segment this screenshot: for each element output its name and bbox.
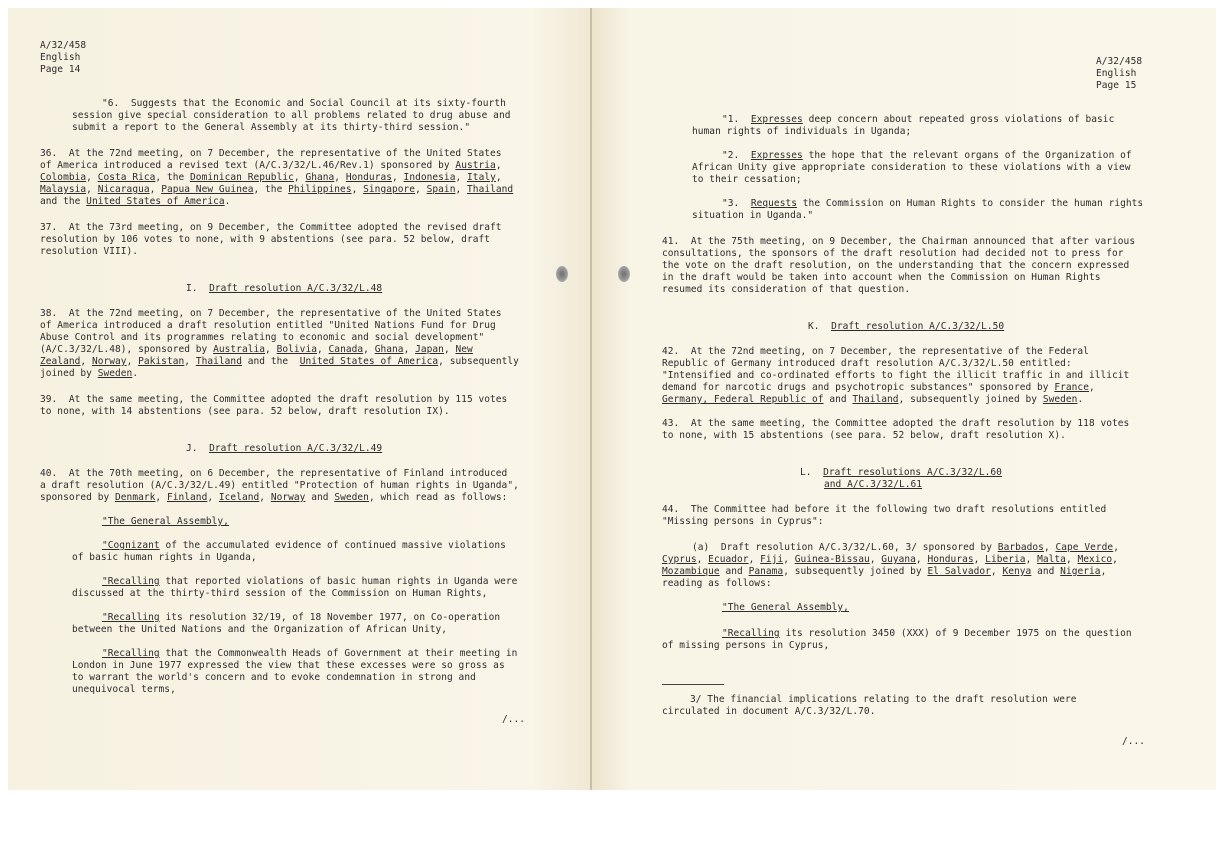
para-44-line: 44. The Committee had before it the following two draft resolutions entitled [662, 504, 1107, 515]
para-42-line: Germany, Federal Republic of and Thailand, subsequently joined by Sweden. [662, 394, 1084, 405]
para-42-line: 42. At the 72nd meeting, on 7 December, the representative of the Federal [662, 346, 1089, 357]
quote-general-assembly: "The General Assembly, [722, 602, 849, 613]
para-42-line: demand for narcotic drugs and psychotropic substances" sponsored by France, [662, 382, 1095, 393]
item1-line: human rights of individuals in Uganda; [692, 126, 912, 137]
punch-hole [556, 266, 568, 282]
quote-recalling-line: of missing persons in Cyprus, [662, 640, 830, 651]
para-44a-line: reading as follows: [662, 578, 772, 589]
doc-symbol: A/32/458 [1096, 56, 1143, 67]
para-44a-line: Mozambique and Panama, subsequently joined by El Salvador, Kenya and Nigeria, [662, 566, 1107, 577]
quote-recalling-line: London in June 1977 expressed the view that these excesses were so gross as [72, 660, 505, 671]
doc-language: English [40, 52, 81, 63]
para-44a-line: Cyprus, Ecuador, Fiji, Guinea-Bissau, Guyana, Honduras, Liberia, Malta, Mexico, [662, 554, 1118, 565]
quote-recalling-line: to warrant the world's concern and to evoke condemnation in strong and [72, 672, 476, 683]
footnote-rule [662, 684, 724, 685]
section-heading-k: K. Draft resolution A/C.3/32/L.50 [808, 321, 1005, 332]
page-number: Page 15 [1096, 80, 1137, 91]
para-39-line: to none, with 14 abstentions (see para. 52 below, draft resolution IX). [40, 406, 450, 417]
para-38-line: Zealand, Norway, Pakistan, Thailand and the United States of America, subsequently [40, 356, 519, 367]
para-38-line: joined by Sweden. [40, 368, 139, 379]
para-38-line: Abuse Control and its programmes relating to economic and social development" [40, 332, 485, 343]
quote-recalling-line: "Recalling that the Commonwealth Heads of Government at their meeting in [102, 648, 518, 659]
para-36-line: and the United States of America. [40, 196, 231, 207]
para-36-line: Malaysia, Nicaragua, Papua New Guinea, the Philippines, Singapore, Spain, Thailand [40, 184, 514, 195]
footnote-line: 3/ The financial implications relating to the draft resolution were [690, 694, 1077, 705]
para-37-line: 37. At the 73rd meeting, on 9 December, the Committee adopted the revised draft [40, 222, 502, 233]
para-43-line: to none, with 15 abstentions (see para. 52 below, draft resolution X). [662, 430, 1066, 441]
para-41-line: 41. At the 75th meeting, on 9 December, the Chairman announced that after various [662, 236, 1136, 247]
item3-line: situation in Uganda." [692, 210, 814, 221]
para-38-line: 38. At the 72nd meeting, on 7 December, the representative of the United States [40, 308, 502, 319]
section-heading-j: J. Draft resolution A/C.3/32/L.49 [186, 443, 383, 454]
para-42-line: "Intensified and co-ordinated efforts to fight the illicit traffic in and illicit [662, 370, 1130, 381]
continued-marker: /... [502, 714, 526, 725]
item6-line: "6. Suggests that the Economic and Social Council at its sixty-fourth [102, 98, 506, 109]
para-36-line: of America introduced a revised text (A/C.3/32/L.46/Rev.1) sponsored by Austria, [40, 160, 502, 171]
item2-line: African Unity give appropriate consideration to these violations with a view [692, 162, 1131, 173]
para-40-line: a draft resolution (A/C.3/32/L.49) entitled "Protection of human rights in Uganda", [40, 480, 519, 491]
quote-recalling-line: discussed at the thirty-third session of the Commission on Human Rights, [72, 588, 488, 599]
para-41-line: the vote on the draft resolution, on the understanding that the concern expressed [662, 260, 1130, 271]
para-41-line: consultations, the sponsors of the draft resolution had decided not to press for [662, 248, 1124, 259]
quote-recalling-line: between the United Nations and the Organization of African Unity, [72, 624, 448, 635]
para-43-line: 43. At the same meeting, the Committee adopted the draft resolution by 118 votes [662, 418, 1130, 429]
section-heading-l: L. Draft resolutions A/C.3/32/L.60 [800, 467, 1002, 478]
quote-cognizant-line: "Cognizant of the accumulated evidence of continued massive violations [102, 540, 506, 551]
punch-hole [618, 266, 630, 282]
doc-language: English [1096, 68, 1137, 79]
left-page [8, 8, 590, 790]
para-41-line: in the draft would be taken into account when the Commission on Human Rights [662, 272, 1101, 283]
para-40-line: 40. At the 70th meeting, on 6 December, the representative of Finland introduced [40, 468, 508, 479]
para-40-line: sponsored by Denmark, Finland, Iceland, Norway and Sweden, which read as follows: [40, 492, 508, 503]
item1-line: "1. Expresses deep concern about repeated gross violations of basic [722, 114, 1115, 125]
continued-marker: /... [1122, 736, 1146, 747]
para-44-line: "Missing persons in Cyprus": [662, 516, 824, 527]
para-38-line: (A/C.3/32/L.48), sponsored by Australia, Bolivia, Canada, Ghana, Japan, New [40, 344, 473, 355]
document-spread [8, 8, 1216, 790]
quote-recalling-line: "Recalling its resolution 32/19, of 18 November 1977, on Co-operation [102, 612, 501, 623]
section-heading-i: I. Draft resolution A/C.3/32/L.48 [186, 283, 383, 294]
item2-line: "2. Expresses the hope that the relevant organs of the Organization of [722, 150, 1132, 161]
quote-general-assembly: "The General Assembly, [102, 516, 229, 527]
quote-recalling-line: "Recalling that reported violations of basic human rights in Uganda were [102, 576, 518, 587]
item6-line: session give special consideration to all problems related to drug abuse and [72, 110, 511, 121]
quote-cognizant-line: of basic human rights in Uganda, [72, 552, 257, 563]
para-37-line: resolution by 106 votes to none, with 9 abstentions (see para. 52 below, draft [40, 234, 491, 245]
bottom-margin [0, 790, 1224, 842]
section-heading-l-cont: and A/C.3/32/L.61 [824, 479, 923, 490]
para-36-line: 36. At the 72nd meeting, on 7 December, the representative of the United States [40, 148, 502, 159]
para-44a-line: (a) Draft resolution A/C.3/32/L.60, 3/ sponsored by Barbados, Cape Verde, [692, 542, 1119, 553]
para-38-line: of America introduced a draft resolution entitled "United Nations Fund for Drug [40, 320, 496, 331]
item6-line: submit a report to the General Assembly at its thirty-third session." [72, 122, 471, 133]
item2-line: to their cessation; [692, 174, 802, 185]
para-41-line: resumed its consideration of that question. [662, 284, 911, 295]
para-42-line: Republic of Germany introduced draft resolution A/C.3/32/L.50 entitled: [662, 358, 1072, 369]
right-page [592, 8, 1216, 790]
item3-line: "3. Requests the Commission on Human Rights to consider the human rights [722, 198, 1144, 209]
para-37-line: resolution VIII). [40, 246, 139, 257]
doc-symbol: A/32/458 [40, 40, 87, 51]
quote-recalling-line: "Recalling its resolution 3450 (XXX) of 9 December 1975 on the question [722, 628, 1132, 639]
quote-recalling-line: unequivocal terms, [72, 684, 176, 695]
para-39-line: 39. At the same meeting, the Committee adopted the draft resolution by 115 votes [40, 394, 508, 405]
footnote-line: circulated in document A/C.3/32/L.70. [662, 706, 876, 717]
para-36-line: Colombia, Costa Rica, the Dominican Republic, Ghana, Honduras, Indonesia, Italy, [40, 172, 502, 183]
page-number: Page 14 [40, 64, 81, 75]
